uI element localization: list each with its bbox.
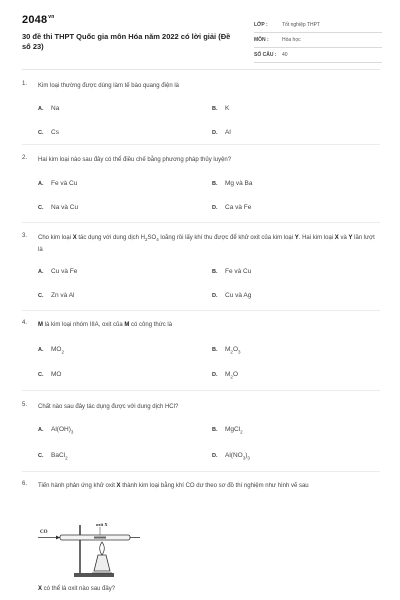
- option-text: [51, 371, 61, 378]
- burner-lamp: [94, 555, 110, 571]
- option-letter: C.: [38, 372, 44, 378]
- option-text: Ca và Fe: [225, 204, 252, 211]
- question-number: 6.: [22, 481, 28, 487]
- option-letter: C.: [38, 453, 44, 459]
- option-letter: B.: [212, 347, 218, 353]
- text-part: X: [334, 235, 339, 241]
- formula-subscript: 2: [61, 349, 64, 355]
- question-text: Hai kim loại nào sau đây có thể điều chế bằng phương pháp thủy luyện?: [38, 157, 232, 163]
- option-a[interactable]: [38, 268, 77, 275]
- formula-subscript: 3: [242, 455, 246, 461]
- option-text: [225, 371, 238, 378]
- option-letter: B.: [212, 427, 218, 433]
- experiment-apparatus-figure: [36, 515, 142, 581]
- formula-part: Al(NO: [225, 452, 243, 459]
- option-text: [225, 426, 243, 433]
- oxide-label: oxit X: [96, 522, 108, 527]
- question-divider: [22, 471, 380, 472]
- text-part: X: [72, 235, 77, 241]
- option-c[interactable]: [38, 292, 74, 299]
- meta-value: 40: [282, 52, 288, 58]
- flame-icon: [100, 542, 105, 555]
- co-label: CO: [40, 530, 48, 535]
- formula-part: BaCl: [51, 452, 66, 459]
- text-part: 2: [145, 237, 148, 243]
- text-part: Y: [348, 235, 353, 241]
- option-letter: C.: [38, 205, 44, 211]
- option-text: Cu và Fe: [51, 268, 78, 275]
- text-part: M: [38, 322, 43, 328]
- question-text: Chất nào sau đây tác dụng được với dung dịch HCl?: [38, 404, 179, 410]
- option-letter: D.: [212, 453, 218, 459]
- meta-value: Hóa học: [282, 37, 301, 43]
- option-b[interactable]: [212, 426, 243, 434]
- question-text: [38, 481, 378, 491]
- formula-part: O: [232, 346, 238, 353]
- text-part: Y: [294, 235, 299, 241]
- question-divider: [22, 310, 380, 311]
- option-b[interactable]: [212, 105, 229, 112]
- formula-subscript: 2: [65, 455, 68, 461]
- option-a[interactable]: [38, 426, 73, 434]
- document-title: 30 đề thi THPT Quốc gia môn Hóa năm 2022 có lời giải (Đề số 23): [22, 32, 231, 51]
- text-part: 4: [156, 237, 159, 243]
- meta-row-subject: [254, 33, 382, 48]
- text-part: SO: [147, 235, 157, 241]
- option-text: Cu và Ag: [225, 292, 252, 299]
- question-number: 2.: [22, 155, 28, 161]
- option-d[interactable]: [212, 371, 238, 379]
- text-part: có thể là oxit nào sau đây?: [42, 586, 116, 592]
- text-part: M: [124, 322, 130, 328]
- option-letter: A.: [38, 106, 44, 112]
- option-text: Fe và Cu: [51, 180, 78, 187]
- option-text: [51, 346, 64, 353]
- question-number: 5.: [22, 402, 28, 408]
- formula-part: ): [245, 452, 248, 459]
- text-part: và: [338, 235, 349, 241]
- option-d[interactable]: [212, 452, 250, 460]
- header-divider: [22, 69, 380, 70]
- option-letter: A.: [38, 427, 44, 433]
- option-c[interactable]: [38, 452, 68, 460]
- logo-text: 2048: [22, 14, 48, 26]
- option-b[interactable]: [212, 346, 241, 354]
- document-header: [22, 14, 382, 60]
- option-letter: C.: [38, 130, 44, 136]
- option-c[interactable]: [38, 371, 61, 378]
- option-b[interactable]: [212, 268, 251, 275]
- text-part: Tiến hành phản ứng khử oxit: [38, 483, 117, 489]
- option-text: [51, 426, 73, 433]
- option-letter: D.: [212, 205, 218, 211]
- gas-inlet-arrow: [56, 536, 60, 540]
- text-part: Cho kim loại: [38, 235, 73, 241]
- meta-row-class: [254, 18, 382, 33]
- formula-subscript: 2: [230, 349, 233, 355]
- option-text: [51, 452, 68, 459]
- text-part: . Hai kim loại: [298, 235, 335, 241]
- question-divider: [22, 390, 380, 391]
- option-text: Cs: [51, 129, 59, 136]
- option-letter: A.: [38, 269, 44, 275]
- stand-base: [74, 573, 114, 577]
- formula-part: Al(OH): [51, 426, 71, 433]
- formula-part: MgCl: [225, 426, 241, 433]
- text-part: thành kim loại bằng khí CO dư theo sơ đồ thí nghiệm như hình vẽ sau: [120, 483, 309, 489]
- option-d[interactable]: [212, 292, 251, 299]
- option-text: Zn và Al: [51, 292, 75, 299]
- text-part: lần lượt là: [38, 235, 375, 254]
- question-number: 1.: [22, 81, 28, 87]
- text-part: X: [116, 483, 121, 489]
- question-number: 4.: [22, 320, 28, 326]
- document-meta: [254, 18, 382, 63]
- option-c[interactable]: [38, 129, 59, 136]
- meta-label: SỐ CÂU :: [254, 52, 277, 58]
- meta-label: MÔN :: [254, 37, 269, 43]
- option-letter: C.: [38, 293, 44, 299]
- meta-label: LỚP :: [254, 22, 268, 28]
- option-a[interactable]: [38, 346, 64, 354]
- formula-part: M: [225, 371, 231, 378]
- option-text: Al: [225, 129, 231, 136]
- option-letter: B.: [212, 181, 218, 187]
- option-text: Na: [51, 105, 60, 112]
- option-letter: A.: [38, 181, 44, 187]
- question-text: [38, 233, 378, 255]
- oxide-sample: [94, 537, 106, 539]
- option-text: Fe và Cu: [225, 268, 252, 275]
- question-divider: [22, 144, 380, 145]
- text-part: là kim loại nhóm IIIA, oxit của: [43, 322, 125, 328]
- option-a[interactable]: [38, 105, 59, 112]
- formula-part: O: [232, 371, 238, 378]
- formula-part: MO: [51, 371, 62, 378]
- text-part: X: [38, 586, 43, 592]
- option-letter: D.: [212, 372, 218, 378]
- option-d[interactable]: [212, 129, 231, 136]
- formula-part: MO: [51, 346, 62, 353]
- formula-subscript: 3: [247, 455, 250, 461]
- text-part: tác dụng với dung dịch H: [76, 235, 146, 241]
- option-b[interactable]: [212, 180, 252, 187]
- option-text: Mg và Ba: [225, 180, 253, 187]
- option-letter: B.: [212, 106, 218, 112]
- option-letter: A.: [38, 347, 44, 353]
- question-divider: [22, 222, 380, 223]
- option-letter: D.: [212, 293, 218, 299]
- formula-subscript: 3: [238, 349, 241, 355]
- option-text: [225, 346, 241, 353]
- question-6-prompt: [38, 586, 115, 592]
- option-a[interactable]: [38, 180, 77, 187]
- question-text: [38, 320, 378, 330]
- option-letter: D.: [212, 130, 218, 136]
- question-number: 3.: [22, 233, 28, 239]
- option-d[interactable]: [212, 204, 251, 211]
- formula-part: M: [225, 346, 231, 353]
- formula-subscript: 2: [240, 429, 243, 435]
- text-part: loãng rồi lấy khí thu được để khử oxit của kim loại: [158, 235, 295, 241]
- logo-suffix: vn: [48, 14, 55, 21]
- option-text: Na và Cu: [51, 204, 79, 211]
- meta-value: Tốt nghiệp THPT: [282, 22, 320, 28]
- option-letter: B.: [212, 269, 218, 275]
- option-text: [225, 452, 250, 459]
- option-c[interactable]: [38, 204, 78, 211]
- formula-subscript: 3: [70, 429, 74, 435]
- text-part: có công thức là: [129, 322, 173, 328]
- option-text: K: [225, 105, 230, 112]
- formula-subscript: 2: [230, 374, 233, 380]
- meta-row-count: [254, 48, 382, 63]
- question-text: Kim loại thường được dùng làm tế bào quang điện là: [38, 83, 179, 89]
- site-logo[interactable]: [22, 14, 55, 26]
